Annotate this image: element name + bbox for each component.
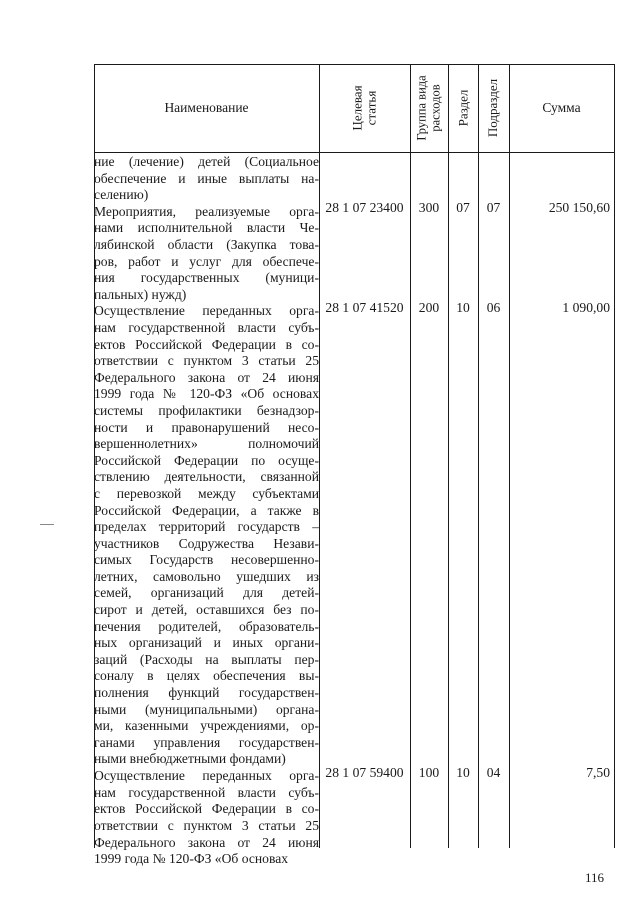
row-name-line: Мероприятия, реализуемые орга- [94,203,319,219]
row-name-line: ствлению деятельности, связанной [94,469,319,485]
table-right-border [614,64,615,848]
row-name-line: ными (муниципальными) органа- [94,701,319,717]
row-name-line: 1999 года № 120-ФЗ «Об основах [94,851,289,867]
row-name [94,154,319,204]
row-sum: 250 150,60 [548,200,610,216]
row-name-line: ных организаций и иных органи- [94,635,319,651]
row-name-line: ми, казенными учреждениями, ор- [94,718,319,734]
row-name-line: нам государственной власти субъ- [94,784,319,800]
row-name-line: Российской Федерации по осуще- [94,452,319,468]
table-header-border [94,152,615,153]
row-subsection: 04 [486,764,501,780]
header-subsection [478,64,509,152]
row-name-line: ния государственных (муници- [94,270,319,286]
row-name-line: ектов Российской Федерации в со- [94,801,319,817]
header-section-text: Раздел [455,89,470,127]
row-expense-group: 200 [418,299,440,315]
budget-table [94,64,615,867]
row-section: 10 [456,764,470,780]
row-name-line: ганами управления государствен- [94,734,319,750]
row-section: 07 [456,200,470,216]
header-code-line: Целевая [349,85,365,131]
row-name-line: печения родителей, образователь- [94,618,319,634]
row-name-line: соналу в целях обеспечения вы- [94,668,319,684]
header-group-line: Группа вида [415,75,430,141]
row-name-line: симых Государств несовершенно- [94,552,319,568]
row-name-line: сирот и детей, оставшихся без по- [94,602,319,618]
row-name-line: полнения функций государствен- [94,685,319,701]
row-name-line: ров, работ и услуг для обеспече- [94,253,319,269]
column-divider [410,64,411,848]
row-name-line: ности и правонарушений несо- [94,419,319,435]
row-name-line: ние (лечение) детей (Социальное [94,154,319,169]
header-group-line: расходов [429,84,444,132]
column-divider [448,64,449,848]
row-section: 10 [456,299,470,315]
header-code [319,64,410,152]
page-number: 116 [585,870,605,885]
row-name-line: 1999 года № 120-ФЗ «Об основах [94,386,319,402]
column-divider [509,64,510,848]
row-name-line: Федерального закона от 24 июня [94,834,319,850]
row-name-line: Осуществление переданных орга- [94,303,319,319]
row-name-line: селению) [94,187,149,203]
row-name-line: лябинской области (Закупка това- [94,236,319,252]
row-name-line: пальных) нужд) [94,286,187,302]
row-name-line: нам государственной власти субъ- [94,319,319,335]
row-name-line: ответствии с пунктом 3 статьи 25 [94,817,319,833]
margin-mark [40,524,54,525]
header-section [448,64,478,152]
row-name-line: Федерального закона от 24 июня [94,369,319,385]
header-sum: Сумма [542,100,581,115]
column-divider [319,64,320,848]
row-sum: 7,50 [586,764,610,780]
row-name [94,303,319,768]
row-sum: 1 090,00 [562,299,610,315]
row-name-line: обеспечение и иные выплаты на- [94,170,319,186]
row-name-line: Осуществление переданных орга- [94,768,319,784]
column-divider [478,64,479,848]
row-name [94,204,319,304]
row-name-line: Российской Федерации, а также в [94,502,319,518]
row-name-line: системы профилактики безнадзор- [94,402,319,418]
row-name-line: вершеннолетних» полномочий [94,436,319,452]
row-expense-group: 100 [418,764,440,780]
row-target-code: 28 1 07 41520 [325,299,404,315]
row-name-line: с перевозкой между субъектами [94,485,319,501]
row-name-line: ответствии с пунктом 3 статьи 25 [94,353,319,369]
row-name-line: ектов Российской Федерации в со- [94,336,319,352]
row-name-line: пределах территорий государств – [94,519,319,535]
row-subsection: 07 [486,200,501,216]
row-expense-group: 300 [418,200,440,216]
row-subsection: 06 [486,299,501,315]
header-name: Наименование [164,100,249,115]
row-target-code: 28 1 07 59400 [325,764,404,780]
row-name-line: участников Содружества Незави- [94,535,319,551]
row-name-line: заций (Расходы на выплаты пер- [94,651,319,667]
header-code-line: статья [363,90,379,126]
header-subsection-text: Подраздел [485,78,501,138]
row-name-line: ными внебюджетными фондами) [94,751,286,767]
row-name-line: нами исполнительной власти Че- [94,220,319,236]
row-target-code: 28 1 07 23400 [325,200,404,216]
header-group [410,64,448,152]
row-name-line: семей, организаций для детей- [94,585,319,601]
row-name-line: летних, самовольно ушедших из [94,568,319,584]
row-name [94,768,319,868]
